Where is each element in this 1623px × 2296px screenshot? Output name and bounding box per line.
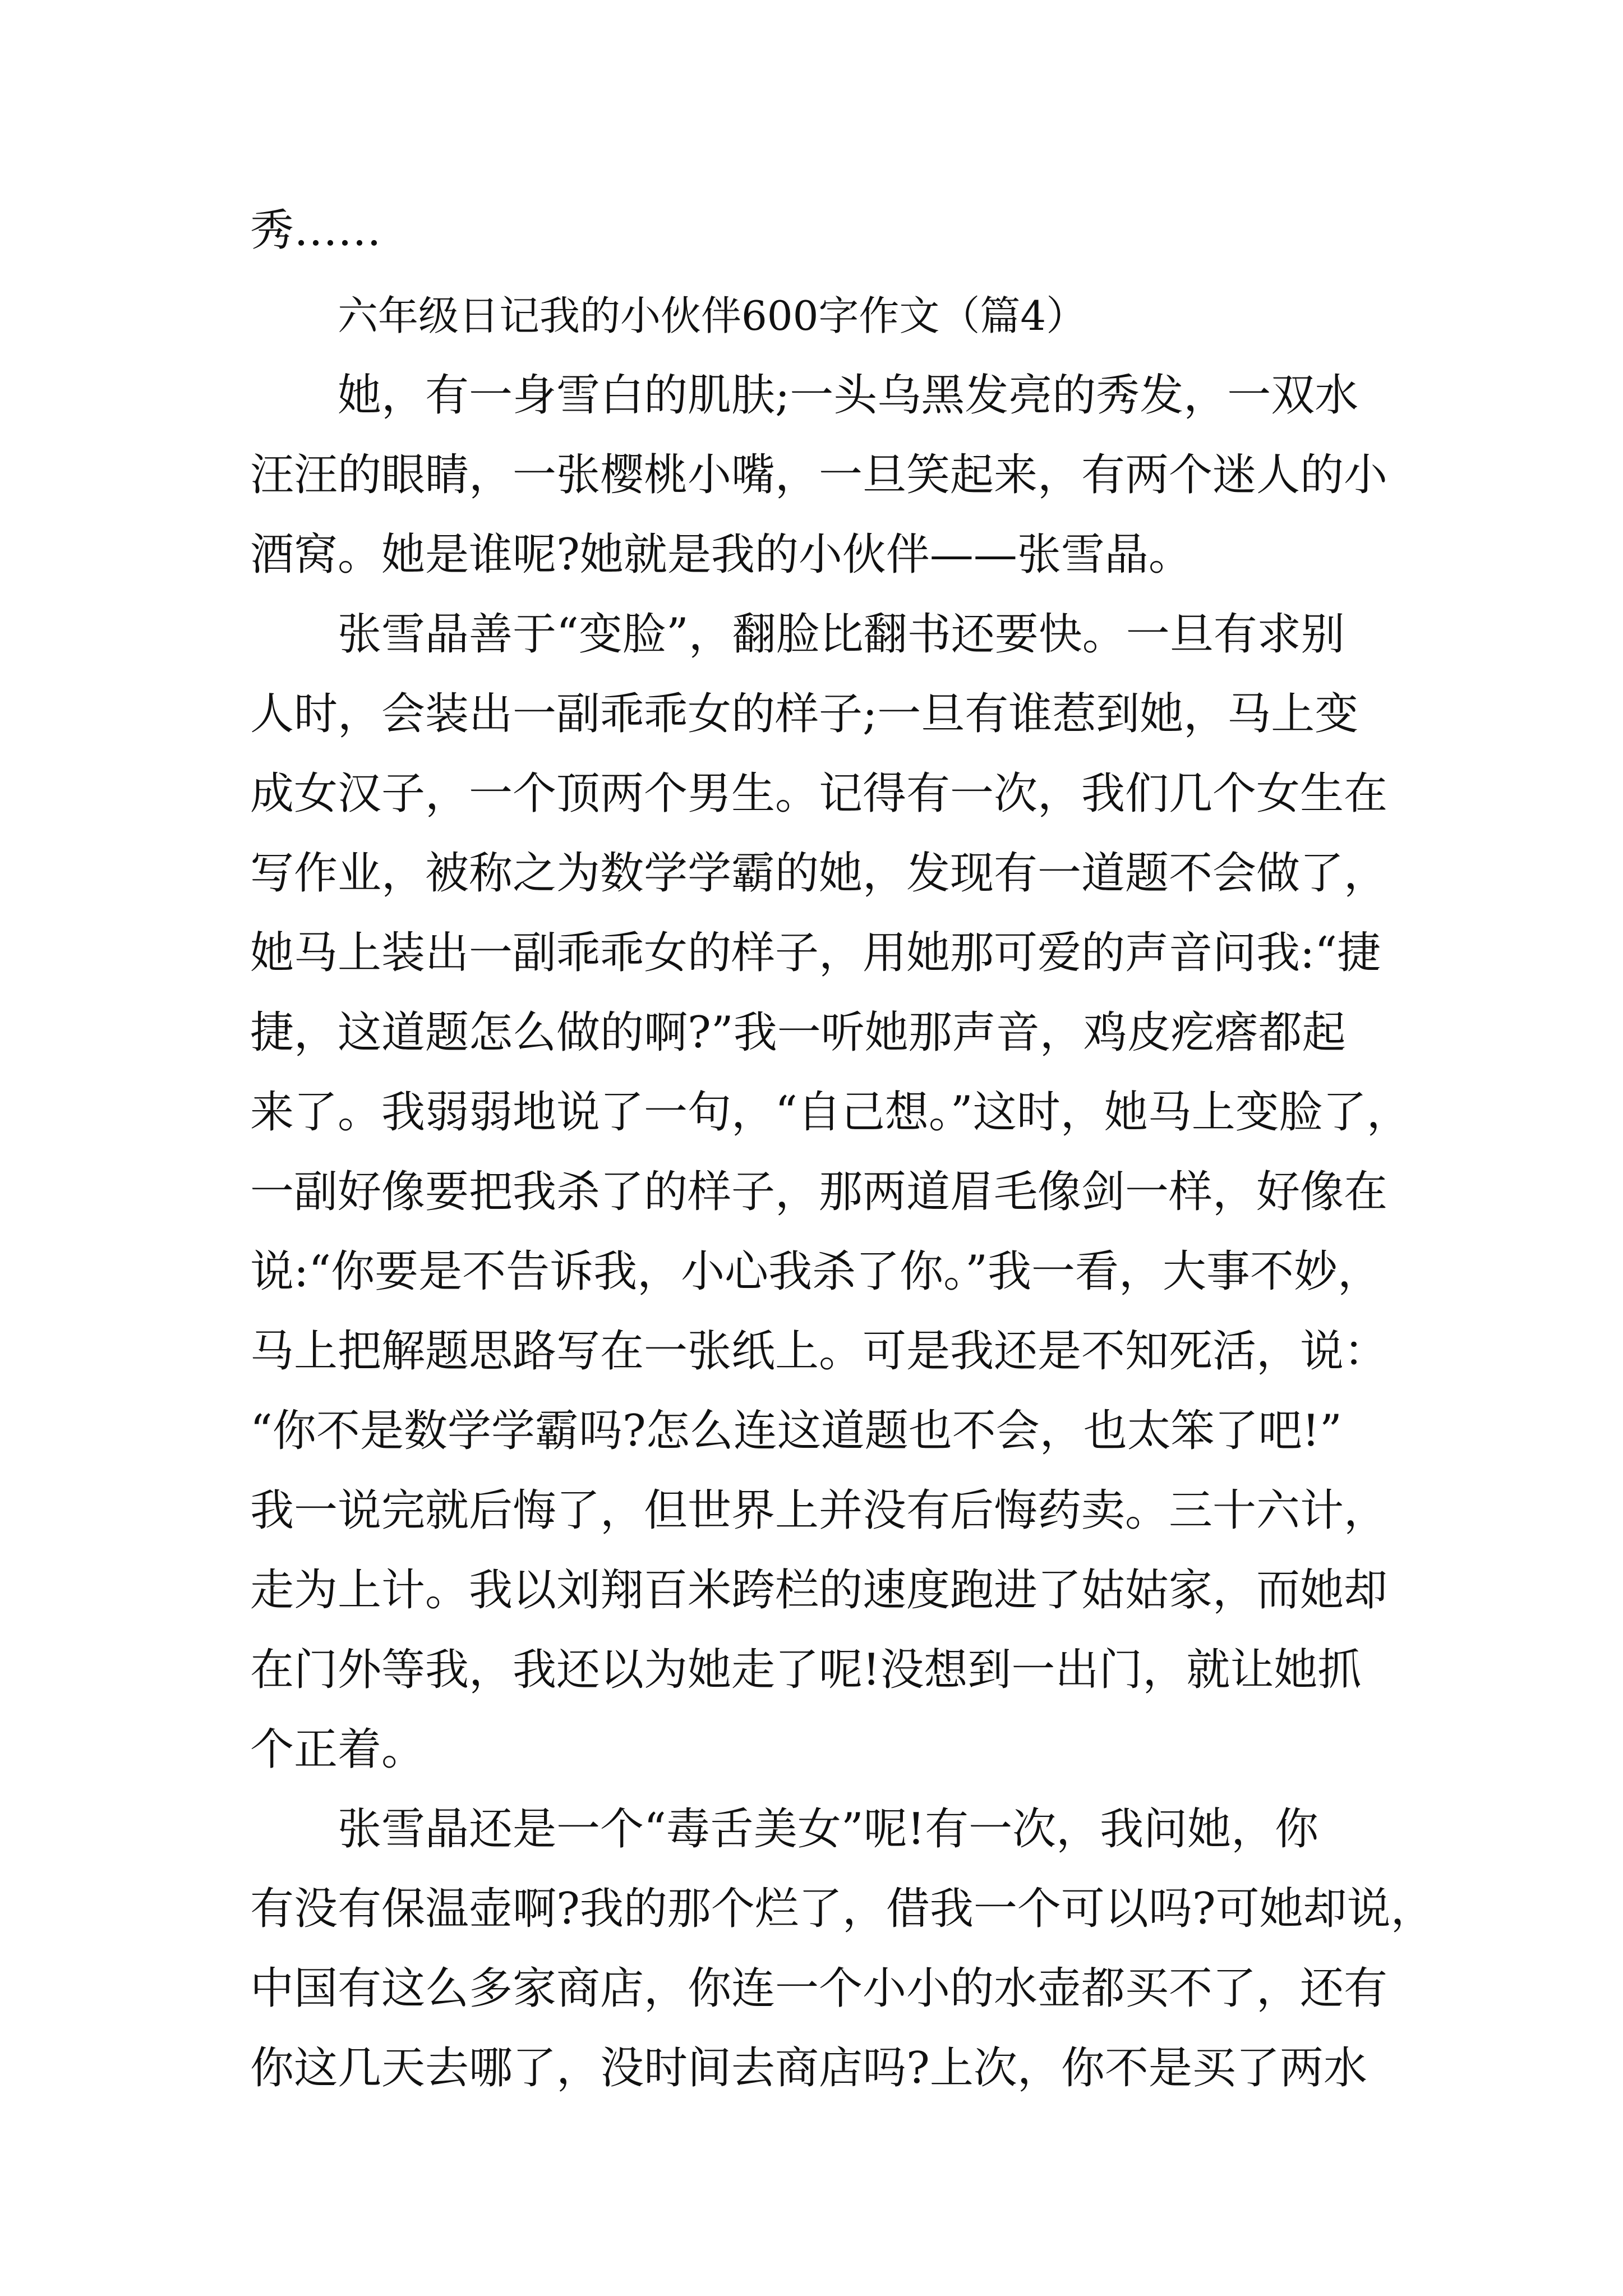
paragraph-line: 张雪晶还是一个“毒舌美女”呢!有一次，我问她，你 xyxy=(338,1804,1319,1855)
paragraph-line: 个正着。 xyxy=(250,1724,426,1775)
paragraph-line: 写作业，被称之为数学学霸的她，发现有一道题不会做了， xyxy=(250,848,1388,899)
paragraph-line: 她，有一身雪白的肌肤;一头乌黑发亮的秀发，一双水 xyxy=(338,370,1359,421)
paragraph-3 xyxy=(250,1789,1435,2108)
document-body xyxy=(250,191,1435,2108)
paragraph-line: 酒窝。她是谁呢?她就是我的小伙伴——张雪晶。 xyxy=(250,530,1192,580)
paragraph-line: 有没有保温壶啊?我的那个烂了，借我一个可以吗?可她却说， xyxy=(250,1884,1435,1934)
paragraph-line: 捷，这道题怎么做的啊?”我一听她那声音，鸡皮疙瘩都起 xyxy=(250,1007,1346,1058)
continuation-line: 秀…… xyxy=(250,205,382,256)
paragraph-line: 成女汉子，一个顶两个男生。记得有一次，我们几个女生在 xyxy=(250,769,1388,819)
paragraph-line: 汪汪的眼睛，一张樱桃小嘴，一旦笑起来，有两个迷人的小 xyxy=(250,450,1388,500)
article-title: 六年级日记我的小伙伴600字作文（篇4） xyxy=(338,292,1087,339)
paragraph-line: 中国有这么多家商店，你连一个小小的水壶都买不了，还有 xyxy=(250,1963,1388,2014)
paragraph-line: 走为上计。我以刘翔百米跨栏的速度跑进了姑姑家，而她却 xyxy=(250,1565,1388,1616)
paragraph-line: 马上把解题思路写在一张纸上。可是我还是不知死活，说： xyxy=(250,1326,1388,1377)
paragraph-line: 来了。我弱弱地说了一句，“自己想。”这时，她马上变脸了， xyxy=(250,1087,1410,1138)
paragraph-2 xyxy=(250,595,1410,1789)
paragraph-line: 我一说完就后悔了，但世界上并没有后悔药卖。三十六计， xyxy=(250,1485,1388,1536)
paragraph-1 xyxy=(250,356,1389,595)
paragraph-line: “你不是数学学霸吗?怎么连这道题也不会，也太笨了吧!” xyxy=(250,1406,1342,1456)
paragraph-line: 人时，会装出一副乖乖女的样子;一旦有谁惹到她，马上变 xyxy=(250,689,1359,739)
paragraph-line: 你这几天去哪了，没时间去商店吗?上次，你不是买了两水 xyxy=(250,2043,1367,2093)
paragraph-line: 她马上装出一副乖乖女的样子，用她那可爱的声音问我:“捷 xyxy=(250,928,1381,978)
paragraph-line: 张雪晶善于“变脸”，翻脸比翻书还要快。一旦有求别 xyxy=(338,609,1345,660)
paragraph-line: 在门外等我，我还以为她走了呢!没想到一出门，就让她抓 xyxy=(250,1645,1362,1695)
paragraph-line: 一副好像要把我杀了的样子，那两道眉毛像剑一样，好像在 xyxy=(250,1167,1388,1217)
paragraph-line: 说:“你要是不告诉我，小心我杀了你。”我一看，大事不妙， xyxy=(250,1246,1382,1297)
